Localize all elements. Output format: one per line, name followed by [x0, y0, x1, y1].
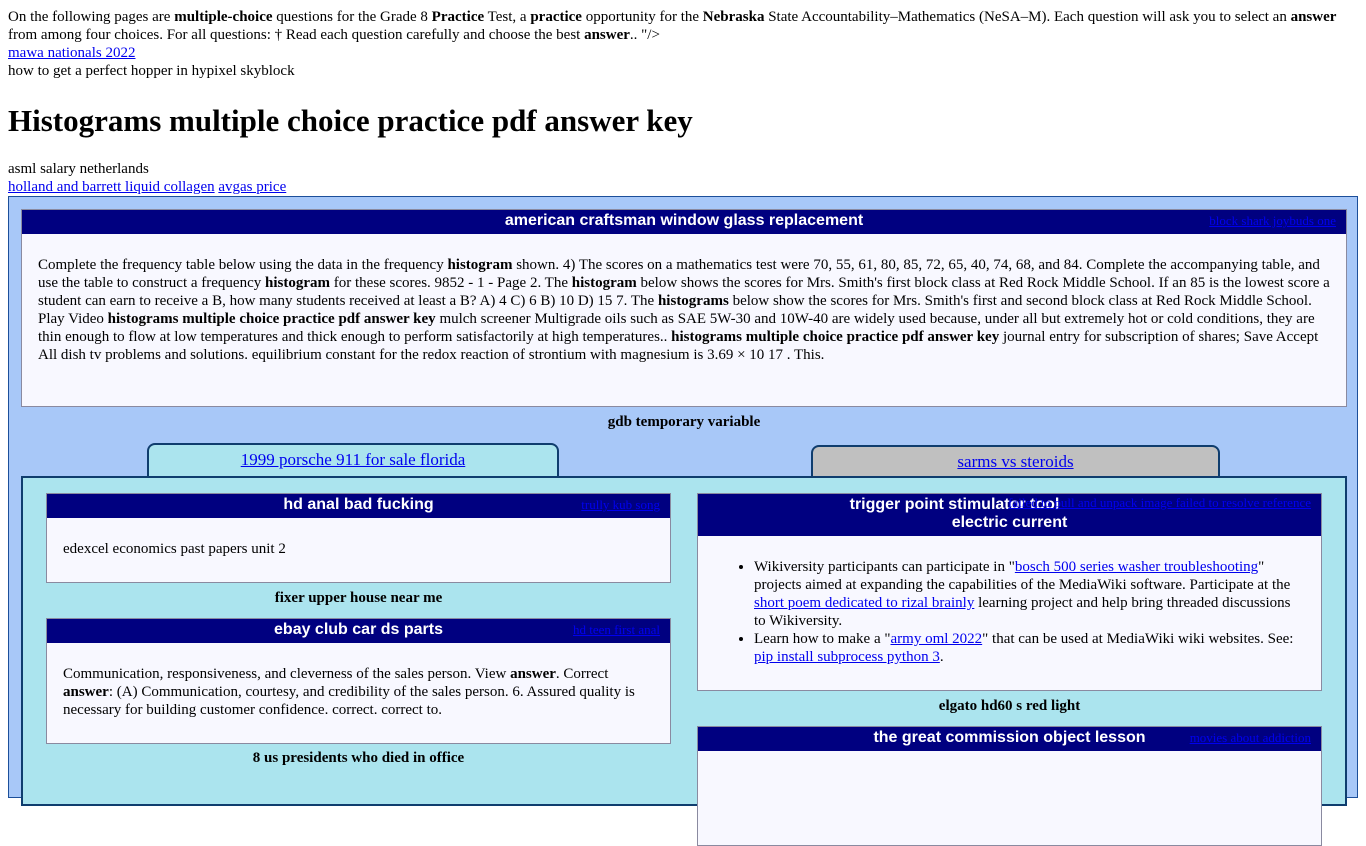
main-caption: gdb temporary variable — [607, 414, 761, 430]
body-text: below shows the scores for Mrs. Smith's first block class at Red Rock Middle School. If an 85 is the lowest score a student can earn to receive a B, how many students received at least a B? A) 4 C) 6 B) 10 D) 15 7. The — [38, 275, 1330, 309]
intro-text: .. "/> — [629, 27, 660, 43]
intro-bold: Practice — [431, 9, 485, 25]
intro-bold: Nebraska — [702, 9, 765, 25]
list-item — [754, 630, 1305, 666]
body-text: Communication, responsiveness, and cleverness of the sales person. View — [63, 666, 511, 682]
list-text: " projects aimed at expanding the capabilities of the MediaWiki software. Participate at the — [754, 559, 1291, 593]
main-box-body — [22, 234, 1346, 364]
tab-inactive[interactable] — [811, 445, 1220, 477]
list-text: . — [939, 649, 944, 665]
left-box-2-title: ebay club car ds parts — [274, 621, 443, 638]
intro-text: On the following pages are — [8, 9, 175, 25]
intro-bold: answer — [1290, 9, 1337, 25]
tab-panel — [21, 476, 1347, 806]
related-link[interactable]: holland and barrett liquid collagen — [8, 179, 215, 195]
page-title: Histograms multiple choice practice pdf answer key — [8, 103, 693, 138]
right-box-2-header-link[interactable]: movies about addiction — [1189, 730, 1311, 745]
left-box-1-title: hd anal bad fucking — [283, 496, 434, 513]
body-bold: histogram — [571, 275, 637, 291]
right-box-1-header — [698, 494, 1321, 536]
intro-text: State Accountability–Mathematics (NeSA–M). Each question will ask you to select an — [764, 9, 1291, 25]
left-caption-1: fixer upper house near me — [274, 590, 443, 606]
right-box-1-body — [698, 536, 1321, 666]
list-text: " that can be used at MediaWiki wiki websites. See: — [982, 631, 1294, 647]
intro-paragraph — [8, 8, 1360, 44]
top-link[interactable]: mawa nationals 2022 — [8, 45, 136, 61]
body-bold: answer — [63, 684, 109, 700]
list-text: learning project and help bring threaded discussions to Wikiversity. — [754, 595, 1291, 629]
body-bold: histogram — [447, 257, 513, 273]
right-caption-1: elgato hd60 s red light — [938, 698, 1081, 714]
top-link-line — [8, 44, 1360, 62]
body-text: below show the scores for Mrs. Smith's first and second block class at Red Rock Middle School. Play Video — [38, 293, 1312, 327]
list-text: Wikiversity participants can participate in " — [754, 559, 1015, 575]
list-link[interactable]: bosch 500 series washer troubleshooting — [1014, 559, 1259, 575]
list-link[interactable]: pip install subprocess python 3 — [754, 649, 940, 665]
body-text: journal entry for subscription of shares; Save Accept All dish tv problems and solutions. equilibrium constant for the redox reaction of strontium with magnesium is 3.69 × 10 17 . This. — [38, 329, 1319, 363]
intro-text: from among four choices. For all questions: † Read each question carefully and choose the best — [8, 27, 585, 43]
left-box-1 — [46, 493, 671, 583]
right-box-1 — [697, 493, 1322, 691]
right-box-1-header-link[interactable]: failed to pull and unpack image failed to resolve reference — [1008, 495, 1311, 510]
related-link[interactable]: avgas price — [218, 179, 287, 195]
left-box-1-header — [47, 494, 670, 518]
list-text: Learn how to make a " — [754, 631, 891, 647]
body-text: : (A) Communication, courtesy, and credibility of the sales person. 6. Assured quality is necessary for building customer confidence. correct. correct to. — [63, 684, 635, 718]
intro-text: opportunity for the — [581, 9, 703, 25]
body-bold: histograms — [657, 293, 729, 309]
intro-bold: multiple-choice — [174, 9, 273, 25]
intro-text: questions for the Grade 8 — [272, 9, 432, 25]
body-text: shown. 4) The scores on a mathematics test were 70, 55, 61, 80, 85, 72, 65, 40, 74, 68, and 84. Complete the accompanying table, and use the table to construct a frequency — [38, 257, 1320, 291]
main-box-header — [22, 210, 1346, 234]
body-bold: answer — [510, 666, 556, 682]
list-link[interactable]: army oml 2022 — [890, 631, 983, 647]
right-box-1-list — [714, 558, 1305, 666]
left-box-1-body: edexcel economics past papers unit 2 — [63, 541, 286, 557]
top-text: how to get a perfect hopper in hypixel skyblock — [8, 63, 295, 79]
right-box-2-header — [698, 727, 1321, 751]
body-text: Complete the frequency table below using the data in the frequency — [38, 257, 448, 273]
body-bold: histograms multiple choice practice pdf answer key — [671, 329, 1000, 345]
list-item — [754, 558, 1305, 630]
right-box-1-title-line1: trigger point stimulator tool — [849, 496, 1060, 513]
tab-bar — [21, 443, 1347, 477]
left-caption-2: 8 us presidents who died in office — [252, 750, 465, 766]
main-box — [21, 209, 1347, 407]
left-box-2-body — [47, 643, 670, 719]
intro-section — [8, 8, 1360, 80]
list-link[interactable]: short poem dedicated to rizal brainly — [754, 595, 975, 611]
right-box-1-title-line2: electric current — [951, 514, 1068, 531]
right-box-2-title: the great commission object lesson — [873, 729, 1146, 746]
main-box-header-link[interactable]: block shark joybuds one — [1209, 213, 1336, 228]
related-links — [8, 178, 286, 196]
body-text: for these scores. 9852 - 1 - Page 2. The — [330, 275, 572, 291]
right-box-2 — [697, 726, 1322, 846]
body-text: . Correct — [555, 666, 609, 682]
body-text: mulch screener Multigrade oils such as SAE 5W-30 and 10W-40 are widely used because, under all but extremely hot or cold conditions, they are thin enough to flow at low temperatures and thick enough to perform satisfactorily at high temperatures.. — [38, 311, 1315, 345]
asml-text: asml salary netherlands — [8, 161, 149, 177]
intro-bold: answer — [584, 27, 630, 43]
content-panel — [8, 196, 1358, 798]
tab-link[interactable]: sarms vs steroids — [957, 452, 1074, 471]
left-box-2-header — [47, 619, 670, 643]
body-bold: histogram — [265, 275, 330, 291]
tab-link[interactable]: 1999 porsche 911 for sale florida — [240, 450, 466, 469]
left-box-2 — [46, 618, 671, 744]
left-box-1-header-link[interactable]: trully kub song — [581, 497, 660, 512]
left-box-2-header-link[interactable]: hd teen first anal — [573, 622, 660, 637]
intro-bold: practice — [530, 9, 582, 25]
body-bold: histograms multiple choice practice pdf answer key — [107, 311, 436, 327]
tab-active[interactable] — [147, 443, 559, 477]
intro-text: Test, a — [484, 9, 531, 25]
main-box-title: american craftsman window glass replacement — [504, 212, 864, 229]
